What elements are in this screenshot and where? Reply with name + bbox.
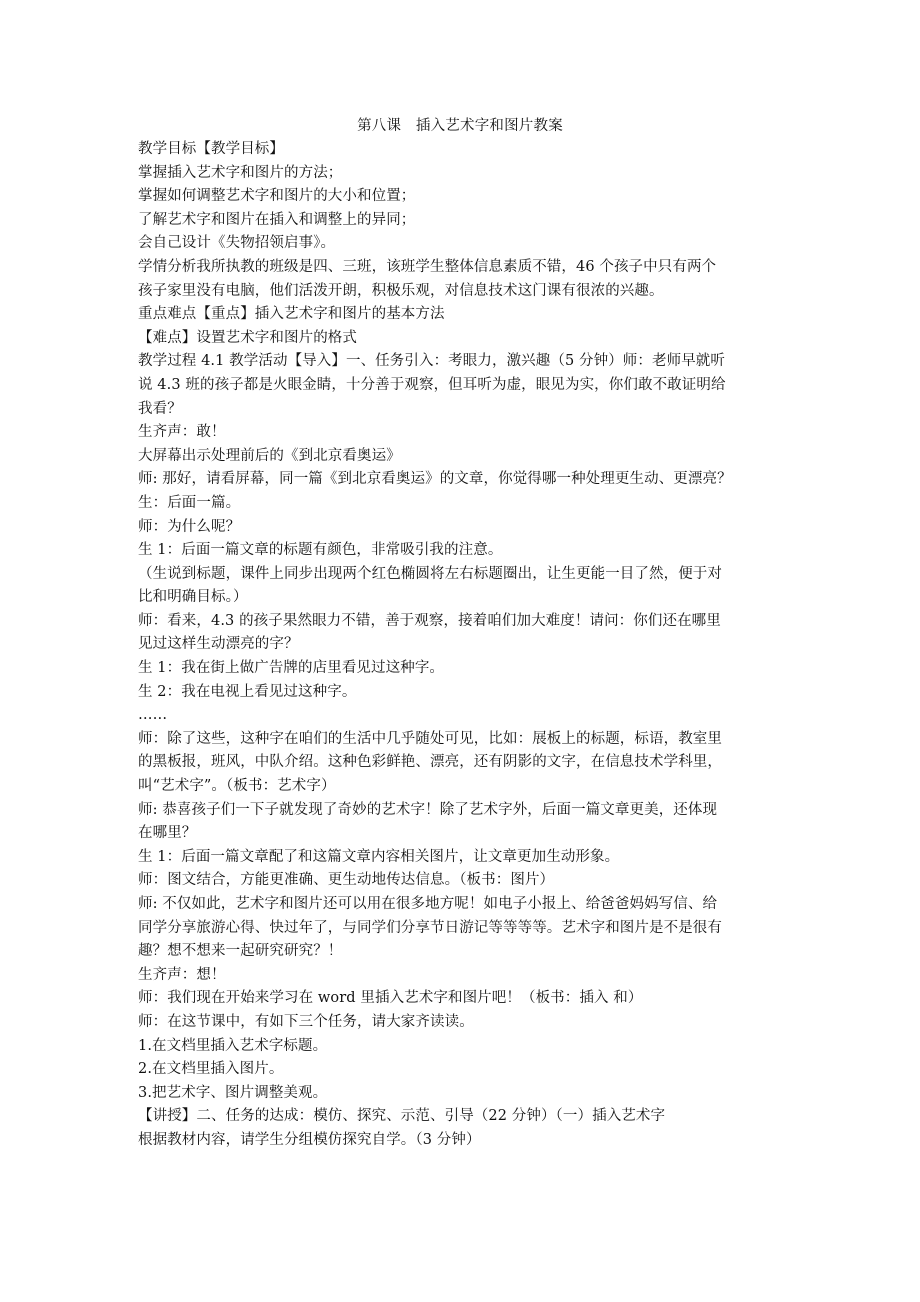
body-line: 师：为什么呢？: [138, 518, 241, 535]
body-line: 我看？: [138, 400, 182, 417]
body-line: 掌握插入艺术字和图片的方法；: [138, 164, 343, 181]
body-line: 的黑板报，班风，中队介绍。这种色彩鲜艳、漂亮，还有阴影的文字，在信息技术学科里，: [138, 754, 722, 771]
body-line: 说 4.3 班的孩子都是火眼金睛，十分善于观察，但耳听为虚，眼见为实，你们敢不敢证明给: [138, 376, 726, 393]
body-line: 生齐声：想！: [138, 966, 226, 983]
body-line: 见过这样生动漂亮的字？: [138, 636, 299, 653]
body-line: 3.把艺术字、图片调整美观。: [138, 1084, 328, 1101]
body-line: 大屏幕出示处理前后的《到北京看奥运》: [138, 447, 401, 464]
body-line: 师：图文结合，方能更准确、更生动地传达信息。（板书：图片）: [138, 872, 555, 889]
body-line: 师: 恭喜孩子们一下子就发现了奇妙的艺术字！除了艺术字外，后面一篇文章更美，还体现: [138, 801, 718, 818]
body-line: 【讲授】二、任务的达成：模仿、探究、示范、引导（22 分钟）（一）插入艺术字: [138, 1108, 666, 1125]
body-line: 孩子家里没有电脑，他们活泼开朗，积极乐观，对信息技术这门课有很浓的兴趣。: [138, 282, 664, 299]
document-title: 第八课 插入艺术字和图片教案: [357, 118, 563, 134]
body-line: 了解艺术字和图片在插入和调整上的异同；: [138, 211, 416, 228]
body-line: 师：看来，4.3 的孩子果然眼力不错，善于观察，接着咱们加大难度！请问：你们还在哪里: [138, 612, 721, 629]
body-line: 生齐声：敢！: [138, 424, 226, 441]
body-line: 叫“艺术字”。（板书：艺术字）: [138, 778, 336, 795]
body-line: 在哪里？: [138, 825, 197, 842]
body-line: 1.在文档里插入艺术字标题。: [138, 1037, 328, 1054]
body-line: 生：后面一篇。: [138, 494, 241, 511]
body-line: 趣？想不想来一起研究研究？！: [138, 943, 343, 960]
body-line: ……: [138, 707, 168, 724]
body-line: 2.在文档里插入图片。: [138, 1061, 284, 1078]
body-line: 掌握如何调整艺术字和图片的大小和位置；: [138, 188, 416, 205]
body-line: 重点难点【重点】插入艺术字和图片的基本方法: [138, 306, 445, 323]
body-line: 师：除了这些，这种字在咱们的生活中几乎随处可见，比如：展板上的标题，标语，教室里: [138, 730, 722, 747]
body-line: 师: 不仅如此，艺术字和图片还可以用在很多地方呢！如电子小报上、给爸爸妈妈写信、给: [138, 896, 718, 912]
body-line: 【难点】设置艺术字和图片的格式: [138, 329, 357, 346]
body-line: 学情分析我所执教的班级是四、三班，该班学生整体信息素质不错，46 个孩子中只有两个: [138, 258, 717, 275]
body-line: 根据教材内容，请学生分组模仿探究自学。（3 分钟）: [138, 1131, 481, 1148]
body-line: 比和明确目标。）: [138, 589, 248, 606]
body-line: 生 2：我在电视上看见过这种字。: [138, 683, 357, 700]
body-line: 教学过程 4.1 教学活动【导入】一、任务引入：考眼力，激兴趣（5 分钟）师：老师早就听: [138, 353, 726, 370]
body-line: （生说到标题，课件上同步出现两个红色椭圆将左右标题圈出，让生更能一目了然，便于对: [138, 565, 722, 582]
body-line: 生 1：我在街上做广告牌的店里看见过这种字。: [138, 660, 445, 677]
body-line: 师：我们现在开始来学习在 word 里插入艺术字和图片吧！（板书：插入 和）: [138, 990, 643, 1007]
body-line: 生 1：后面一篇文章的标题有颜色，非常吸引我的注意。: [138, 542, 503, 559]
document-body: [138, 138, 788, 1153]
body-line: 师: 那好，请看屏幕，同一篇《到北京看奥运》的文章，你觉得哪一种处理更生动、更漂亮？: [138, 471, 732, 488]
body-line: 会自己设计《失物招领启事》。: [138, 235, 336, 252]
body-line: 教学目标【教学目标】: [138, 141, 284, 157]
body-line: 生 1：后面一篇文章配了和这篇文章内容相关图片，让文章更加生动形象。: [138, 848, 620, 865]
body-line: 同学分享旅游心得、快过年了，与同学们分享节日游记等等等等。艺术字和图片是不是很有: [138, 919, 722, 936]
body-line: 师：在这节课中，有如下三个任务，请大家齐读读。: [138, 1013, 474, 1030]
